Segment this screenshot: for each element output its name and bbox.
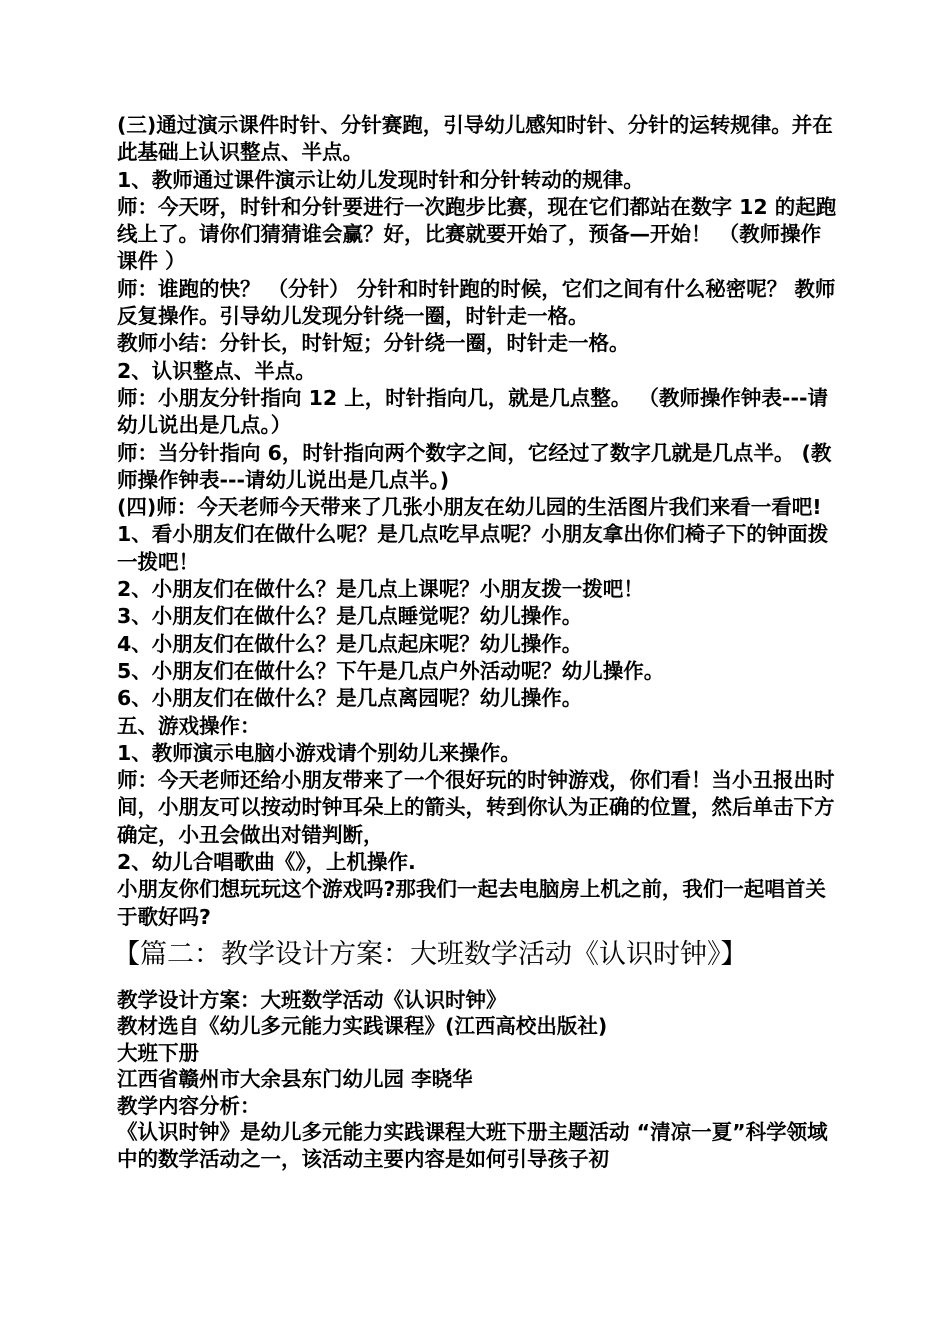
paragraph: (三)通过演示课件时针、分针赛跑，引导幼儿感知时针、分针的运转规律。并在此基础上认识整点、半点。 xyxy=(117,113,833,165)
paragraph: 2、认识整点、半点。 xyxy=(117,358,316,383)
paragraph: 4、小朋友们在做什么？是几点起床呢？幼儿操作。 xyxy=(117,631,583,656)
paragraph: 师：谁跑的快？ （分针） 分针和时针跑的时候，它们之间有什么秘密呢？ 教师反复操作。引导幼儿发现分针绕一圈，时针走一格。 xyxy=(117,276,836,329)
section-one xyxy=(117,112,837,931)
paragraph: 1、教师演示电脑小游戏请个别幼儿来操作。 xyxy=(117,740,521,765)
paragraph: 师：小朋友分针指向 12 上，时针指向几，就是几点整。 （教师操作钟表---请幼儿说出是几点。） xyxy=(117,385,828,438)
paragraph: 1、教师通过课件演示让幼儿发现时针和分针转动的规律。 xyxy=(117,167,644,192)
document-body xyxy=(113,112,837,1172)
paragraph: 师：今天老师还给小朋友带来了一个很好玩的时钟游戏，你们看！当小丑报出时间，小朋友可以按动时钟耳朵上的箭头，转到你认为正确的位置，然后单击下方确定，小丑会做出对错判断， xyxy=(117,768,835,847)
paragraph: 《认识时钟》是幼儿多元能力实践课程大班下册主题活动 “清凉一夏”科学领域中的数学活动之一，该活动主要内容是如何引导孩子初 xyxy=(117,1120,828,1171)
paragraph: 2、小朋友们在做什么？是几点上课呢？小朋友拨一拨吧！ xyxy=(117,577,644,602)
paragraph: 3、小朋友们在做什么？是几点睡觉呢？幼儿操作。 xyxy=(117,604,583,629)
paragraph: 教师小结：分针长，时针短；分针绕一圈，时针走一格。 xyxy=(117,331,630,356)
paragraph: 6、小朋友们在做什么？是几点离园呢？幼儿操作。 xyxy=(117,686,583,711)
paragraph: 2、幼儿合唱歌曲《》，上机操作. xyxy=(117,850,416,875)
paragraph: (四)师：今天老师今天带来了几张小朋友在幼儿园的生活图片我们来看一看吧! xyxy=(117,495,822,520)
paragraph: 1、看小朋友们在做什么呢？是几点吃早点呢？小朋友拿出你们椅子下的钟面拨一拨吧！ xyxy=(117,522,829,574)
paragraph: 师：今天呀，时针和分针要进行一次跑步比赛，现在它们都站在数字 12 的起跑线上了。请你们猜猜谁会赢？好，比赛就要开始了，预备—开始！ （教师操作课件 ） xyxy=(117,194,837,274)
paragraph: 五、游戏操作： xyxy=(117,713,261,738)
section-heading: 【篇二：教学设计方案：大班数学活动《认识时钟》】 xyxy=(113,938,748,970)
paragraph: 大班下册 xyxy=(117,1040,199,1065)
section-two xyxy=(117,987,837,1173)
paragraph: 教学内容分析： xyxy=(117,1093,261,1118)
paragraph: 小朋友你们想玩玩这个游戏吗?那我们一起去电脑房上机之前，我们一起唱首关于歌好吗? xyxy=(117,877,826,929)
paragraph: 江西省赣州市大余县东门幼儿园 李晓华 xyxy=(117,1067,473,1092)
paragraph: 教材选自《幼儿多元能力实践课程》(江西高校出版社) xyxy=(117,1014,608,1039)
paragraph: 师：当分针指向 6，时针指向两个数字之间，它经过了数字几就是几点半。 (教师操作钟表---请幼儿说出是几点半。) xyxy=(117,440,832,492)
paragraph: 教学设计方案：大班数学活动《认识时钟》 xyxy=(117,987,507,1012)
paragraph: 5、小朋友们在做什么？下午是几点户外活动呢？幼儿操作。 xyxy=(117,658,665,683)
